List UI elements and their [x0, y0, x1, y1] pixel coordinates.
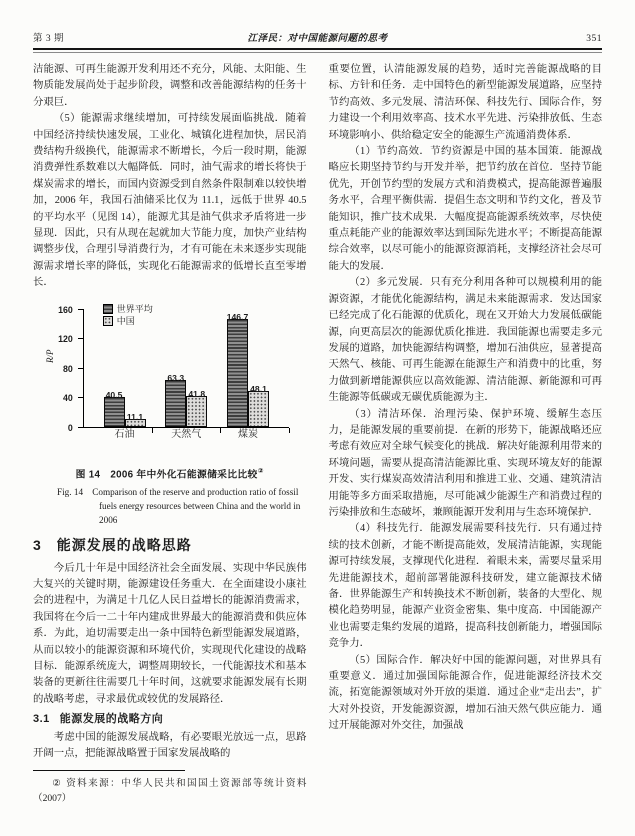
- figure-caption: [33, 464, 307, 527]
- section-heading: [33, 537, 307, 553]
- legend-item: [103, 303, 153, 315]
- figure-caption-zh: [33, 464, 307, 484]
- chart-legend: [103, 303, 153, 327]
- bar-石油-中国: [125, 411, 146, 427]
- bar-煤炭-中国: [248, 384, 269, 426]
- paragraph: （5）能源需求继续增加，可持续发展面临挑战．随着中国经济持续快速发展，工业化、城镇化进程加快，居民消费结构升级换代，能源需求不断增长，今后一段时期，能源消费弹性系数难以大幅降低．同时，油气需求的增长将快于煤炭需求的增长，而国内资源受到自然条件限制难以较快增加，2006 年，我国石油储采比仅为 11.1，远低于世界 40.5 的平均水平（见图 14），能源尤其是油气供求矛盾将进一步显现．因此，只有从现在起就加大节能力度，加快产业结构调整步伐，合理引导消费行为，才有可能在未来逐步实现能源需求增长率的降低，实现化石能源需求的低增长直至零增长．: [33, 113, 307, 289]
- two-column-body: [33, 62, 602, 806]
- legend-label: 世界平均: [116, 303, 153, 314]
- section-number: 3: [33, 537, 42, 554]
- subsection-title: 能源发展的战略方向: [59, 713, 164, 726]
- paragraph: （2）多元发展．只有充分利用各种可以规模利用的能源资源，才能优化能源结构，满足未来能源需求．发达国家已经完成了化石能源的优质化，现在又开始大力发展低碳能源，向更高层次的能源优质化推进．我国能源也需要走多元发展的道路，加快能源结构调整，增加石油供应，显著提高天然气、核能、可再生能源在能源生产和消费中的比重，努力做到新增能源供应以高效能源、清洁能源、新能源和可再生能源等低碳或无碳优质能源为主．: [328, 277, 602, 404]
- subsection-number: 3.1: [33, 713, 50, 726]
- paragraph: （3）清洁环保．治理污染、保护环境、缓解生态压力，是能源发展的重要前提．在新的形势下，能源战略还应考虑有效应对全球气候变化的挑战．解决好能源利用带来的环境问题，需要从提高清洁能源比重、实现环境友好的能源开发、实行煤炭高效清洁利用和推进工业、交通、建筑清洁用能等多方面采取措施，尽可能减少能源生产和消费过程的污染排放和生态破坏，兼顾能源开发利用与生态环境保护．: [328, 408, 602, 518]
- bar-value-label: 11.1: [126, 411, 144, 422]
- bar-煤炭-世界平均: [226, 311, 249, 427]
- bar-value-label: 41.8: [188, 388, 206, 399]
- issue-label: 第 3 期: [33, 34, 65, 44]
- bar-天然气-世界平均: [165, 373, 186, 427]
- y-tick-label: 0: [67, 422, 73, 433]
- footnote: [33, 776, 307, 806]
- x-category-label: 石油: [114, 429, 135, 441]
- legend-swatch: [103, 316, 113, 326]
- subsection-heading: [33, 711, 307, 727]
- bar-group: [165, 373, 207, 441]
- paragraph: 今后几十年是中国经济社会全面发展、实现中华民族伟大复兴的关键时期，能源建设任务重大．在全面建设小康社会的进程中，为满足十几亿人民日益增长的能源消费需求，我国将在今后一二十年内建成世界最大的能源消费和供应体系．为此，迫切需要走出一条中国特色新型能源发展道路，从而以较小的能源资源和环境代价，实现现代化建设的战略目标．能源系统庞大，调整周期较长，一代能源技术和基本装备的更新往往需要几十年时间，这就要求能源发展有长期的战略考虑，寻求最优或较优的发展路径．: [33, 562, 307, 705]
- footnote-rule: [33, 770, 185, 771]
- paragraph: 考虑中国的能源发展战略，有必要眼光放远一点，思路开阔一点，把能源战略置于国家发展战略的: [33, 731, 307, 760]
- paragraph: （4）科技先行．能源发展需要科技先行．只有通过持续的技术创新，才能不断提高能效，发展清洁能源，实现能源可持续发展，支撑现代化进程．着眼未来，需要尽量采用先进能源技术，超前部署能源科技研发，建立能源技术储备．世界能源生产和转换技术不断创新，装备的大型化、规模化趋势明显，能源产业资金密集、集中度高．中国能源产业也需要走集约发展的道路，提高科技创新能力，增强国际竞争力．: [328, 523, 602, 650]
- caption-zh-text: 图 14 2006 年中外化石能源储采比比较: [75, 468, 258, 480]
- page-number: 351: [586, 34, 602, 44]
- running-title: 江泽民：对中国能源问题的思考: [247, 34, 388, 44]
- x-category-label: 煤炭: [238, 429, 258, 441]
- x-category-label: 天然气: [171, 429, 202, 441]
- y-tick-label: 40: [62, 393, 73, 404]
- bar-石油-世界平均: [104, 389, 125, 427]
- y-tick-label: 160: [58, 304, 73, 315]
- y-tick-mark: [78, 338, 83, 339]
- legend-item: [103, 315, 153, 327]
- bar-chart: [41, 298, 299, 454]
- bar-value-label: 146.7: [226, 311, 249, 322]
- chart-yaxis: [41, 304, 81, 433]
- header-rule: [33, 48, 602, 53]
- y-tick-label: 120: [58, 334, 73, 345]
- y-tick-label: 80: [62, 363, 73, 374]
- bar-value-label: 48.1: [250, 384, 267, 395]
- section-title: 能源发展的战略思路: [56, 537, 192, 554]
- bar-group: [104, 389, 146, 441]
- figure-caption-en: Fig. 14 Comparison of the reserve and production ratio of fossil fuels energy resources between China and the world in 2006: [57, 487, 301, 525]
- right-column: [329, 62, 603, 806]
- paragraph: 重要位置，认清能源发展的趋势，适时完善能源战略的目标、方针和任务．走中国特色的新型能源发展道路，应坚持节约高效、多元发展、清洁环保、科技先行、国际合作，努力建设一个利用效率高、技术水平先进、污染排放低、生态环境影响小、供给稳定安全的能源生产流通消费体系．: [328, 64, 602, 141]
- footnote-marker: ②: [52, 778, 63, 790]
- left-column: [33, 62, 307, 806]
- x-tick-mark: [152, 428, 153, 433]
- paragraph: 洁能源、可再生能源开发利用还不充分，风能、太阳能、生物质能发展尚处于起步阶段，调整和改善能源结构的任务十分艰巨．: [33, 64, 307, 108]
- legend-swatch: [103, 304, 113, 314]
- footnote-text: 资料来源：中华人民共和国国土资源部等统计资料（2007）: [33, 778, 307, 805]
- running-head: [33, 30, 602, 44]
- y-tick-mark: [78, 397, 83, 398]
- y-tick-mark: [78, 368, 83, 369]
- x-tick-mark: [289, 428, 290, 433]
- bar-group: [226, 311, 269, 441]
- y-tick-mark: [78, 427, 83, 428]
- paragraph: （1）节约高效．节约资源是中国的基本国策．能源战略应长期坚持节约与开发并举，把节约放在首位．坚持节能优先，开创节约型的发展方式和消费模式，提高能源普遍服务水平，合理平衡供需．提倡生态文明和节约文化，普及节能知识，推广技术成果．大幅度提高能源系统效率，尽快使重点耗能产业的能源效率达到国际先进水平；不断提高能源综合效率，以尽可能小的能源资源消耗，支撑经济社会尽可能大的发展．: [328, 146, 602, 272]
- bar-天然气-中国: [186, 388, 207, 427]
- bar-value-label: 40.5: [105, 389, 123, 400]
- bar-value-label: 63.3: [167, 373, 185, 384]
- x-tick-mark: [220, 428, 221, 433]
- y-axis-label: R/P: [44, 349, 55, 363]
- paragraph: （5）国际合作．解决好中国的能源问题，对世界具有重要意义．通过加强国际能源合作，促进能源经济技术交流，拓宽能源领域对外开放的渠道．通过企业“走出去”，扩大对外投资，开发能源资源，增加石油天然气供应能力．通过开展能源对外交往，加强战: [328, 654, 602, 732]
- legend-label: 中国: [116, 315, 135, 326]
- y-tick-mark: [78, 309, 83, 310]
- figure-14: [33, 298, 307, 527]
- caption-footnote-marker: ②: [257, 467, 264, 475]
